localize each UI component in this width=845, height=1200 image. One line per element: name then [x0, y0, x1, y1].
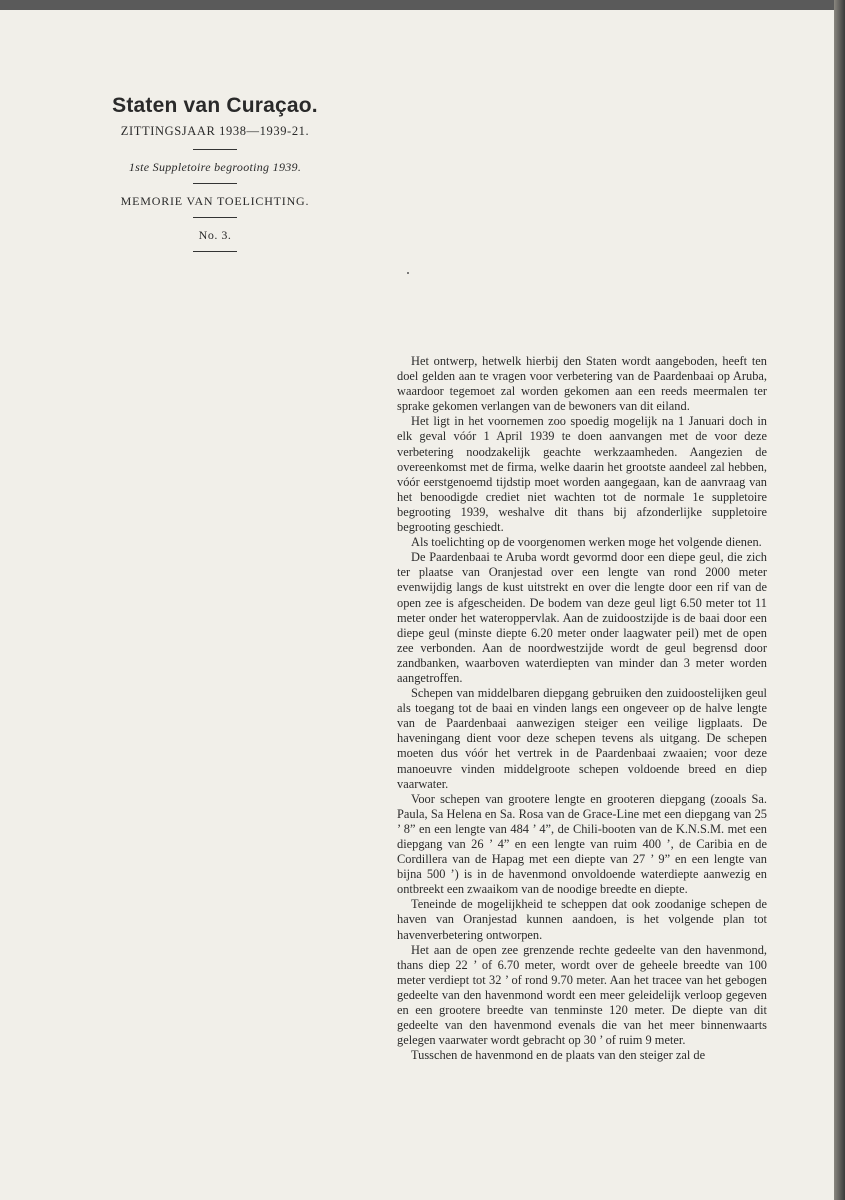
document-header — [80, 94, 350, 262]
scan-edge — [834, 0, 845, 1200]
paragraph: Het aan de open zee grenzende rechte gedeelte van den havenmond, thans diep 22 ’ of 6.70 meter, wordt over de geheele breedte van 100 meter verdiept tot 32 ’ of rond 9.70 meter. Aan het tracee van het gebogen gedeelte van den havenmond wordt een meer geleidelijk verloop gegeven en een grootere breedte van tenminste 120 meter. De diepte van dit gedeelte van den havenmond evenals die van het meer binnenwaarts gelegen vaarwater wordt gebracht op 30 ’ of ruim 9 meter. — [397, 942, 767, 1048]
document-title: Staten van Curaçao. — [112, 94, 318, 117]
paragraph: Schepen van middelbaren diepgang gebruiken den zuidoostelijken geul als toegang tot de baai en vinden langs een ongeveer op de halve lengte van de Paardenbaai aanwezigen steiger een veilige ligplaats. De haveningang dient voor deze schepen tevens als uitgang. De schepen moeten dus vóór het vertrek in de Paardenbaai zwaaien; voor deze manoeuvre vinden middelgroote schepen voldoende breed en diep vaarwater. — [397, 686, 767, 791]
divider — [193, 183, 237, 184]
paragraph: De Paardenbaai te Aruba wordt gevormd door een diepe geul, die zich ter plaatse van Oranjestad over een lengte van rond 2000 meter evenwijdig langs de kust uitstrekt en over die lengte door een rif van de open zee is afgescheiden. De bodem van deze geul ligt 6.50 meter tot 11 meter onder het wateroppervlak. Aan de zuidoostzijde is de baai door een diepe geul (minste diepte 6.20 meter onder laagwater peil) met de open zee verbonden. Aan de noordwestzijde wordt de geul begrensd door zandbanken, waarboven waterdiepten van minder dan 3 meter worden aangetroffen. — [397, 550, 767, 685]
supplement-title: 1ste Suppletoire begrooting 1939. — [128, 160, 302, 174]
session-year: ZITTINGSJAAR 1938—1939-21. — [120, 124, 310, 138]
document-page — [0, 10, 835, 1200]
divider — [193, 217, 237, 218]
divider — [193, 251, 237, 252]
paragraph: Tusschen de havenmond en de plaats van den steiger zal de — [411, 1048, 706, 1063]
paragraph: Als toelichting op de voorgenomen werken moge het volgende dienen. — [411, 535, 762, 550]
paragraph: Het ontwerp, hetwelk hierbij den Staten wordt aangeboden, heeft ten doel gelden aan te vragen voor verbetering van de Paardenbaai op Aruba, waardoor tegemoet zal worden gekomen aan een reeds meermalen ter sprake gekomen verlangen van de bewoners van dit eiland. — [397, 354, 767, 414]
paragraph: Voor schepen van grootere lengte en grooteren diepgang (zooals Sa. Paula, Sa Helena en Sa. Rosa van de Grace-Line met een diepgang van 25 ’ 8” en een lengte van 484 ’ 4”, de Chili-booten van de K.N.S.M. met een diepgang van 26 ’ 4” en een lengte van ruim 400 ’, de Caribia en de Cordillera van de Hapag met een diepte van 27 ’ 9” en een lengte van bijna 500 ’) is in de havenmond onvoldoende waterdiepte aanwezig en ontbreekt een zwaaikom van de noodige breedte en diepte. — [397, 791, 767, 897]
divider — [193, 149, 237, 150]
paragraph: Het ligt in het voornemen zoo spoedig mogelijk na 1 Januari doch in elk geval vóór 1 April 1939 te doen aanvangen met de voor deze verbetering noodzakelijk geachte werkzaamheden. Aangezien de overeenkomst met de firma, welke daarin het grootste aandeel zal hebben, vóór eerstgenoemd tijdstip moet worden aangegaan, kan de aanvraag van het benoodigde crediet niet wachten tot de normale 1e suppletoire begrooting 1939, weshalve dit thans bij afzonderlijke suppletoire begrooting geschiedt. — [397, 414, 767, 535]
paragraph: Teneinde de mogelijkheid te scheppen dat ook zoodanige schepen de haven van Oranjestad kunnen aandoen, is het volgende plan tot havenverbetering ontworpen. — [397, 897, 767, 942]
body-text — [397, 354, 767, 1063]
memorie-heading: MEMORIE VAN TOELICHTING. — [120, 194, 310, 208]
document-number: No. 3. — [198, 228, 232, 242]
speck — [407, 272, 409, 274]
